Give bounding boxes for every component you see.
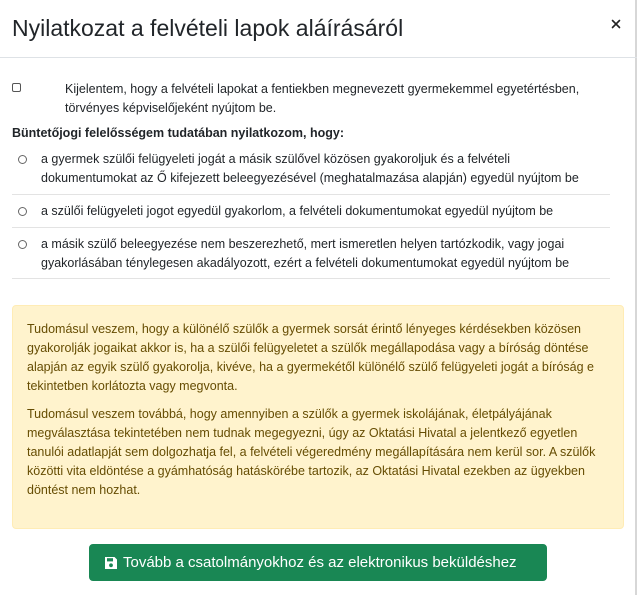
radio-button[interactable]: [18, 240, 27, 249]
notice-line: tanulói adatlapját sem dolgozhatja fel, a felvételi végeredmény megállapítására nem kerül sor. A szülők: [27, 445, 596, 459]
option-line: gyakorlásában ténylegesen akadályozott, ezért a felvételi dokumentumokat egyedül nyújtom be: [41, 256, 570, 270]
liability-subheading: Büntetőjogi felelősségem tudatában nyilatkozom, hogy:: [12, 126, 344, 140]
close-button[interactable]: [609, 17, 623, 31]
declaration-line: Kijelentem, hogy a felvételi lapokat a fentiekben megnevezett gyermekemmel egyetértésben,: [65, 82, 580, 96]
divider: [12, 278, 610, 279]
notice-paragraph: [27, 320, 615, 396]
notice-paragraph: [27, 405, 615, 500]
divider: [12, 194, 610, 195]
modal-header: [0, 0, 637, 58]
option-line: a gyermek szülői felügyeleti jogát a másik szülővel közösen gyakoroljuk és a felvételi: [41, 152, 510, 166]
option-line: a szülői felügyeleti jogot egyedül gyakorlom, a felvételi dokumentumokat egyedül nyújtom be: [41, 204, 554, 218]
option-consent-unobtainable[interactable]: [12, 235, 622, 273]
submit-label: Tovább a csatolmányokhoz és az elektronikus beküldéshez: [123, 554, 517, 571]
notice-alert: [12, 305, 624, 529]
declaration-line: törvényes képviselőjeként nyújtom be.: [65, 101, 277, 115]
divider: [12, 227, 610, 228]
declaration-text: [65, 80, 625, 118]
option-line: a másik szülő beleegyezése nem beszerezhető, mert ismeretlen helyen tartózkodik, vagy jogai: [41, 237, 565, 251]
notice-line: gyakorolják jogaikat akkor is, ha a szülői felügyeletet a szülők megállapodása vagy a bíróság döntése: [27, 341, 589, 355]
notice-line: Tudomásul veszem, hogy a különélő szülők a gyermek sorsát érintő lényeges kérdésekben közösen: [27, 322, 581, 336]
close-icon: [609, 17, 623, 31]
radio-button[interactable]: [18, 155, 27, 164]
option-text: [41, 235, 611, 273]
option-text: [41, 202, 611, 221]
notice-line: Tudomásul veszem továbbá, hogy amennyiben a szülők a gyermek iskolájának, életpályájának: [27, 407, 552, 421]
declaration-checkbox[interactable]: [12, 83, 21, 92]
option-line: dokumentumokat az Ő kifejezett beleegyezésével (meghatalmazása alapján) egyedül nyújtom be: [41, 171, 579, 185]
notice-line: döntést nem hozhat.: [27, 483, 141, 497]
option-sole-custody[interactable]: [12, 202, 622, 221]
option-joint-custody[interactable]: [12, 150, 622, 188]
radio-button[interactable]: [18, 207, 27, 216]
continue-to-attachments-button[interactable]: [89, 544, 547, 581]
option-text: [41, 150, 611, 188]
notice-line: alapján az egyik szülő gyakorolja, kivéve, ha a gyermekétől különélő szülő felügyeleti jogát a bíróság e: [27, 360, 594, 374]
notice-line: megválasztása tekintetében nem tudnak megegyezni, úgy az Oktatási Hivatal a jelentkező egyetlen: [27, 426, 578, 440]
modal-title: Nyilatkozat a felvételi lapok aláírásáról: [12, 15, 404, 41]
notice-line: közötti vita eldöntése a gyámhatóság hatáskörébe tartozik, az Oktatási Hivatal ezekben az ügyekben: [27, 464, 585, 478]
save-icon: [104, 556, 118, 570]
notice-line: tekintetben korlátozta vagy megvonta.: [27, 379, 238, 393]
